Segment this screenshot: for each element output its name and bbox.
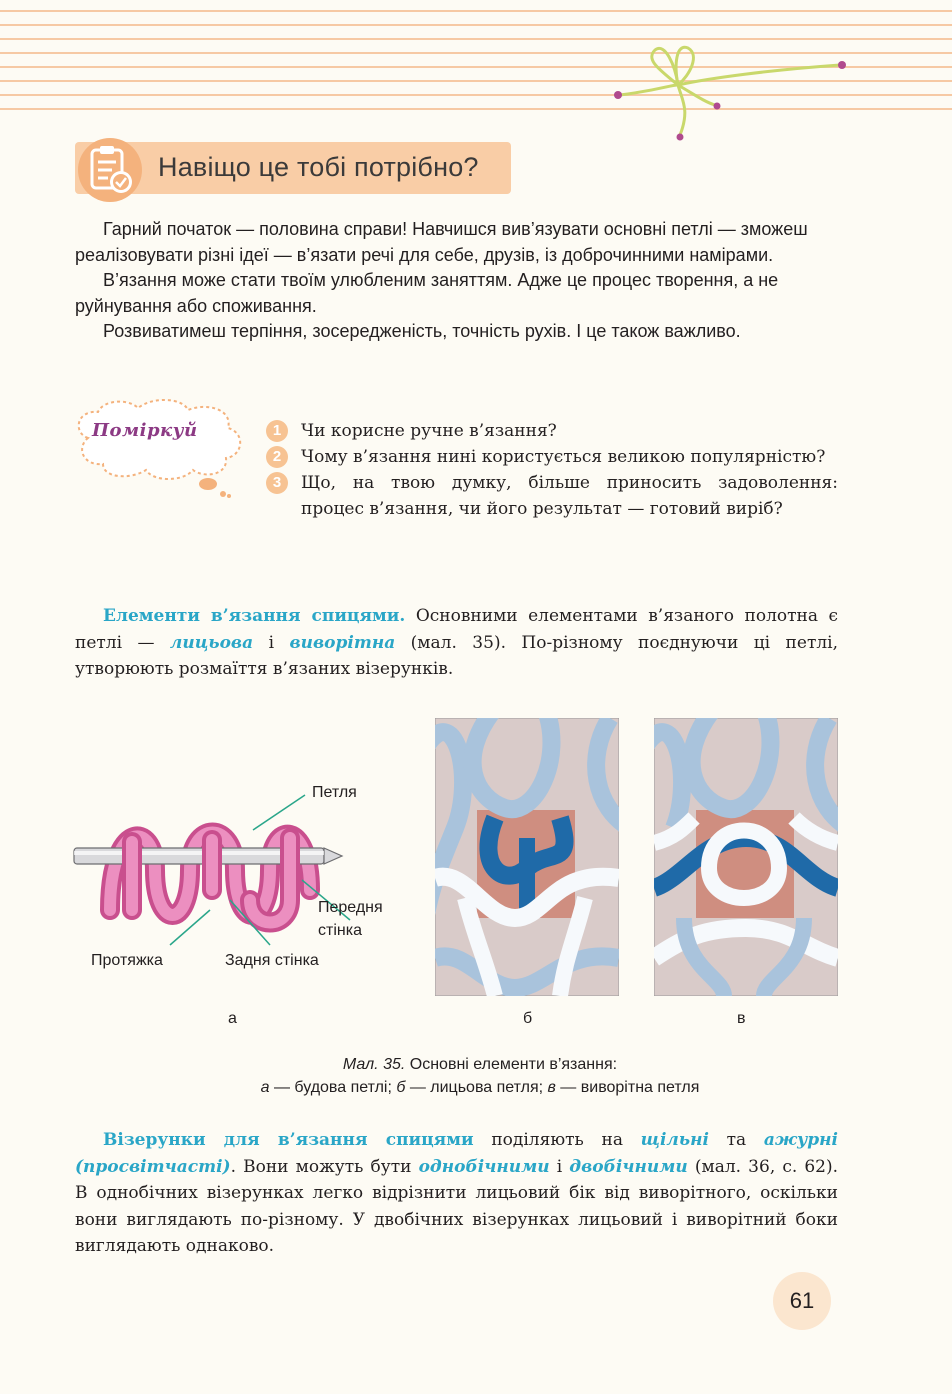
thought-cloud-icon xyxy=(68,398,248,508)
label-loop: Петля xyxy=(312,784,357,801)
think-label: Поміркуй xyxy=(92,420,198,441)
intro-text xyxy=(75,217,838,345)
elements-text: Основними елементами в’язаного полотна є петлі — xyxy=(75,606,838,653)
section-title: Навіщо це тобі потрібно? xyxy=(158,152,479,182)
patterns-text: . Вони можуть бути xyxy=(230,1156,419,1177)
question-number-badge: 1 xyxy=(266,420,288,442)
label-front-wall-2: стінка xyxy=(318,922,362,939)
patterns-paragraph xyxy=(75,1127,838,1260)
caption-text: — лицьова петля; xyxy=(405,1079,548,1096)
caption-letter: б xyxy=(396,1079,406,1096)
question-text: Чому в’язання нині користується великою популярністю? xyxy=(301,447,826,467)
patterns-text: і xyxy=(549,1156,570,1177)
patterns-text: поділяють на xyxy=(473,1130,641,1150)
label-front-wall-1: Передня xyxy=(318,899,383,916)
elements-paragraph xyxy=(75,603,838,683)
patterns-text: (мал. 36, с. 62). В однобічних візерунках легко відрізнити лицьовий бік від виворітного, оскільки вони виглядають по-різному. У двобічних візерунках лицьовий і виворітний боки виглядають однаково. xyxy=(75,1156,839,1256)
caption-text: — будова петлі; xyxy=(269,1079,397,1096)
question-number-badge: 2 xyxy=(266,446,288,468)
label-back-wall: Задня стінка xyxy=(225,952,319,969)
patterns-text: та xyxy=(708,1130,764,1150)
checklist-icon xyxy=(76,136,144,204)
figure-caption xyxy=(150,1053,810,1099)
caption-figure-ref: Мал. 35. xyxy=(342,1056,406,1073)
label-stretch: Протяжка xyxy=(91,952,163,969)
elements-text: (мал. 35). По-різному поєднуючи ці петлі, утворюють розмаїття в’язаних візерунків. xyxy=(75,632,838,679)
term-one-sided: однобічними xyxy=(418,1156,550,1177)
question-text: Що, на твою думку, більше приносить задоволення: процес в’язання, чи його результат — готовий виріб? xyxy=(301,473,838,519)
term-dense: щільні xyxy=(640,1130,709,1150)
question-list xyxy=(266,418,838,522)
caption-letter: а xyxy=(260,1079,270,1096)
term-purl-stitch: виворітна xyxy=(289,632,396,653)
ribbon-bow-decoration xyxy=(600,40,860,150)
loop-structure-diagram xyxy=(70,780,390,980)
question-text: Чи корисне ручне в’язання? xyxy=(301,421,557,441)
question-number-badge: 3 xyxy=(266,472,288,494)
intro-paragraph-2: В’язання може стати твоїм улюбленим заняттям. Адже це процес творення, а не руйнування або споживання. xyxy=(75,270,779,316)
term-two-sided: двобічними xyxy=(569,1156,688,1177)
intro-paragraph-1: Гарний початок — половина справи! Навчишся вив’язувати основні петлі — зможеш реалізовувати різні ідеї — в’язати речі для себе, друзів, із доброчинними намірами. xyxy=(75,219,808,265)
figure-letter-b: б xyxy=(523,1010,533,1027)
caption-letter: в xyxy=(547,1079,556,1096)
intro-paragraph-3: Розвиватимеш терпіння, зосередженість, точність рухів. І це також важливо. xyxy=(103,321,741,341)
term-knit-stitch: лицьова xyxy=(169,632,254,653)
elements-heading: Елементи в’язання спицями. xyxy=(103,606,406,626)
figure-letter-c: в xyxy=(737,1010,746,1027)
caption-text: — виворітна петля xyxy=(555,1079,700,1096)
knit-stitch-illustration xyxy=(435,718,619,996)
patterns-heading: Візерунки для в’язання спицями xyxy=(103,1130,474,1150)
caption-text: Основні елементи в’язання: xyxy=(405,1056,618,1073)
purl-stitch-illustration xyxy=(654,718,838,996)
question-item xyxy=(266,418,838,444)
page-number: 61 xyxy=(773,1272,831,1330)
elements-text: і xyxy=(253,632,290,653)
term-openwork: ажурні (просвітчасті) xyxy=(75,1130,838,1177)
question-item xyxy=(266,470,838,522)
figure-letter-a: а xyxy=(228,1010,237,1027)
question-item xyxy=(266,444,838,470)
